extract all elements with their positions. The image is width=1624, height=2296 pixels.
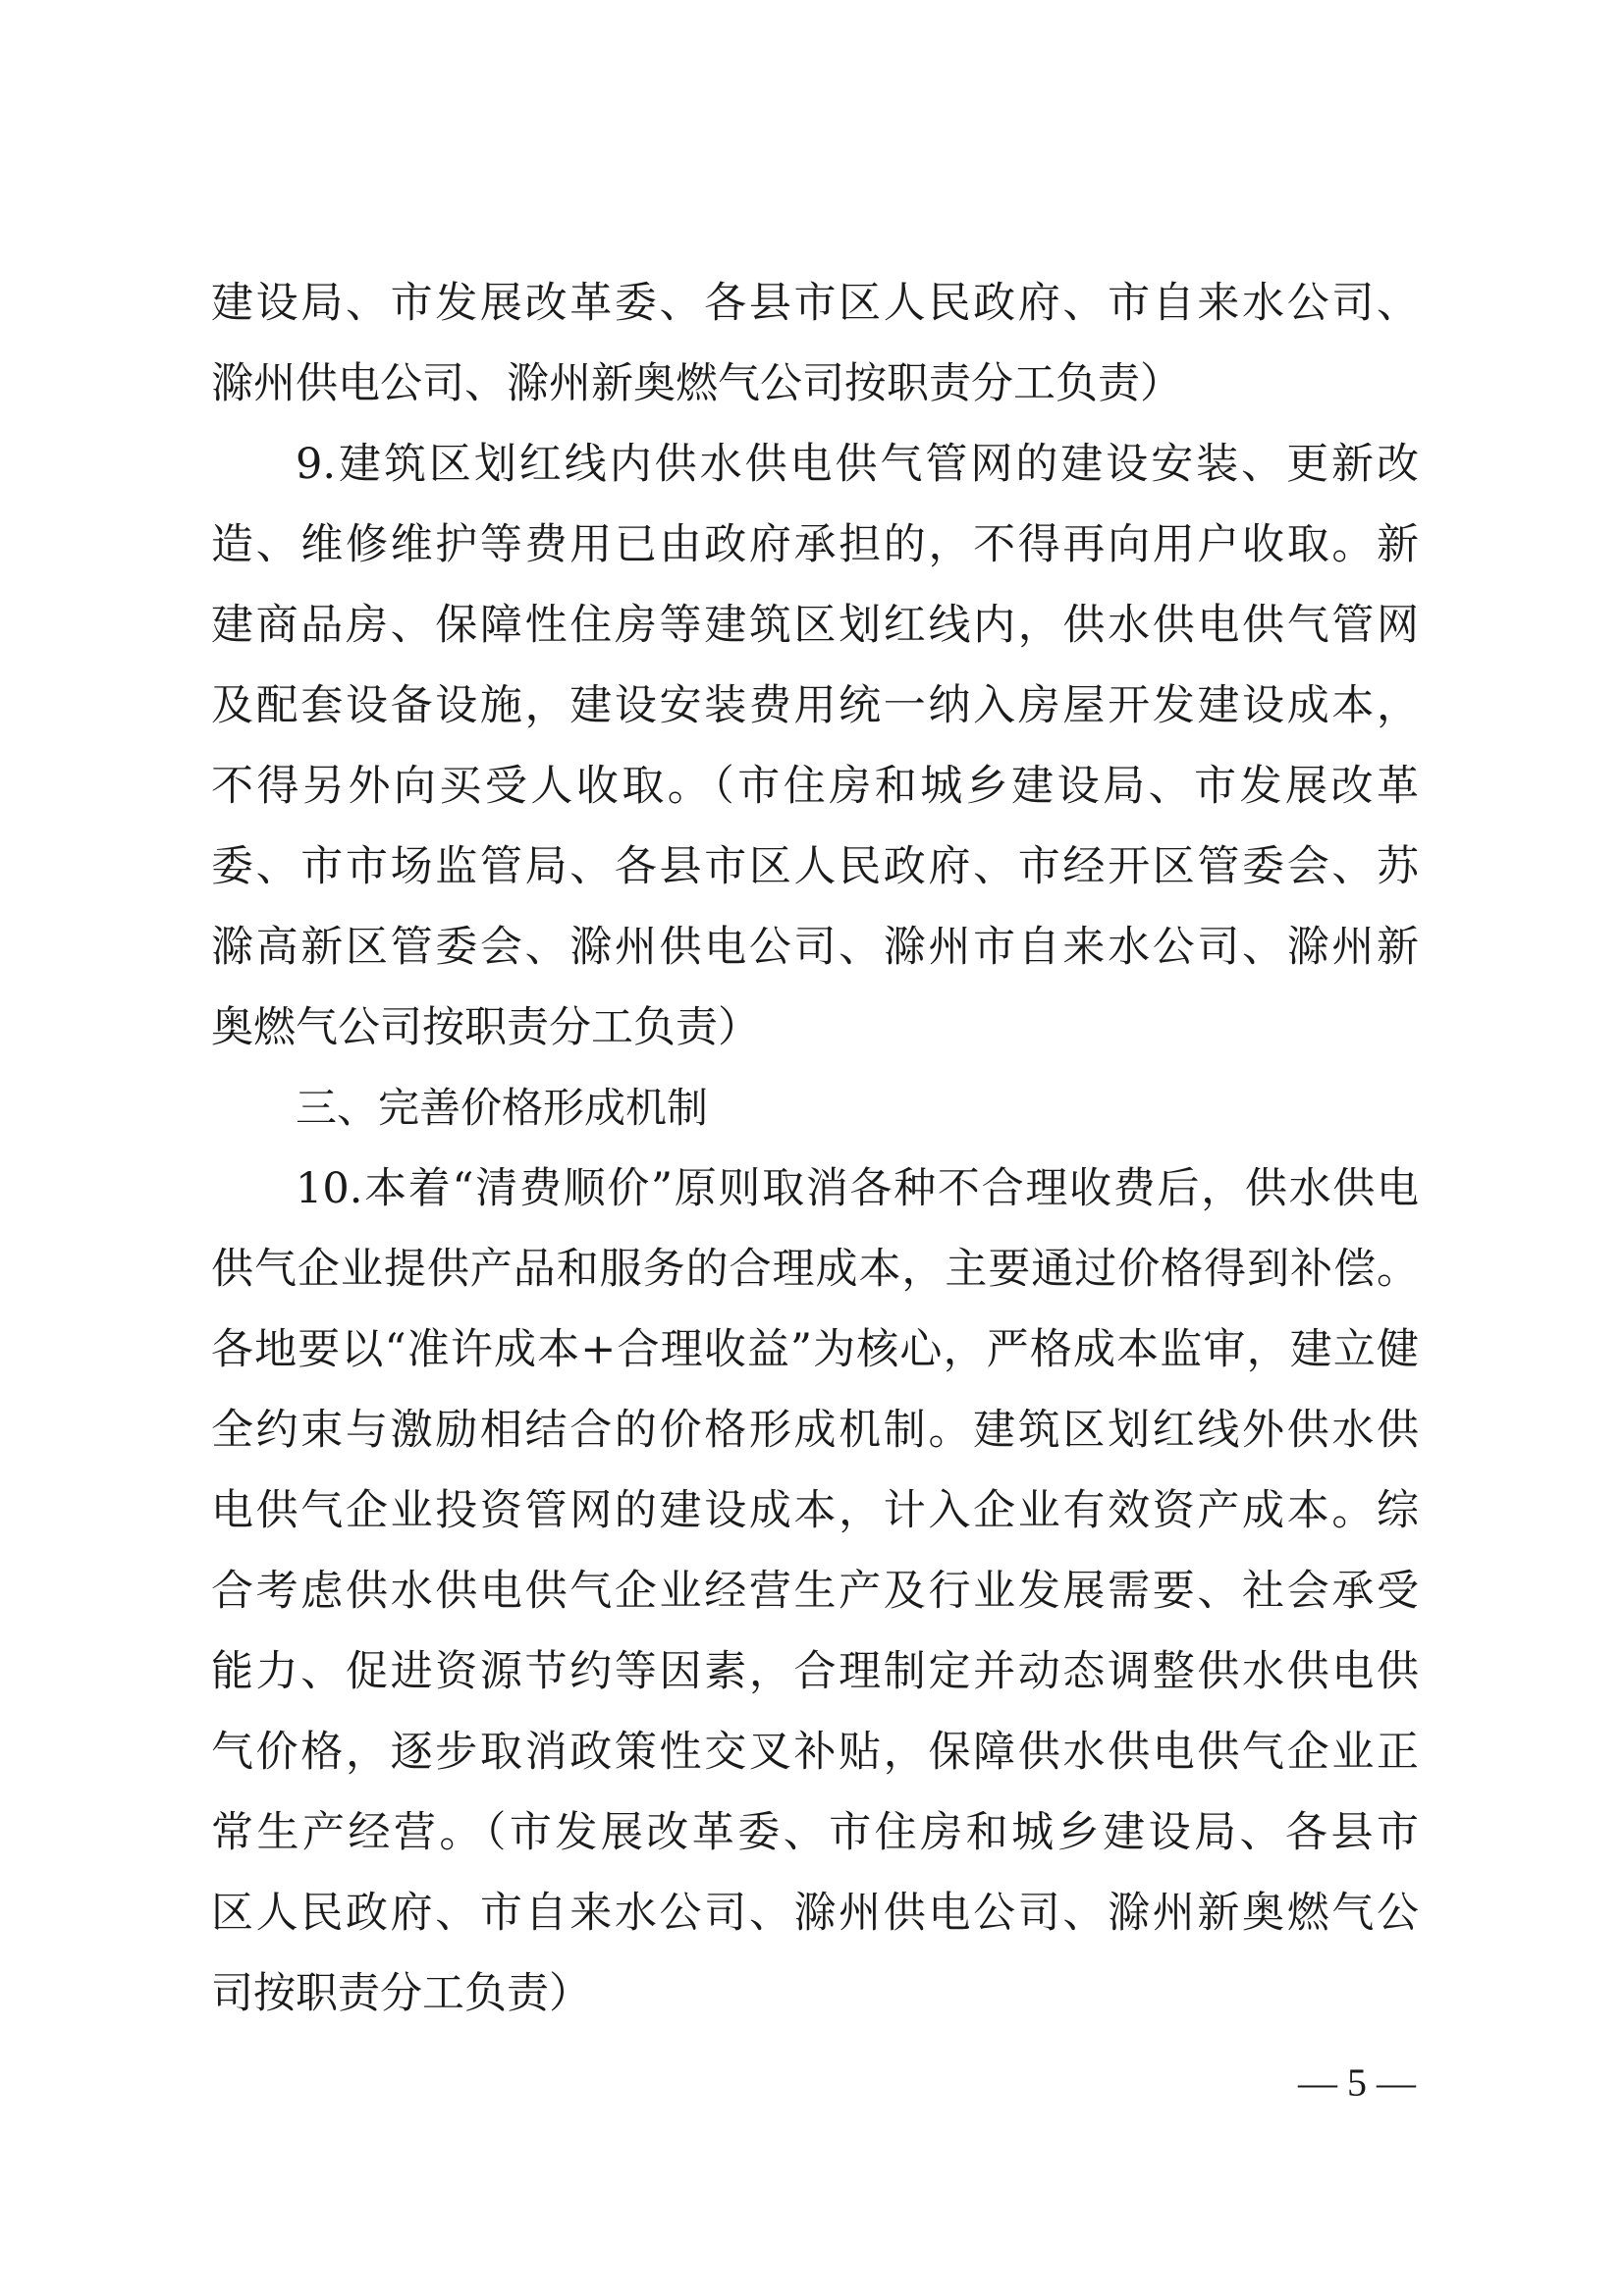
- document-body: [211, 263, 1419, 2034]
- text-line: 奥燃气公司按职责分工负责）: [211, 1003, 760, 1052]
- text-line: 及配套设备设施，建设安装费用统一纳入房屋开发建设成本，: [211, 681, 1419, 730]
- text-line: 能力、促进资源节约等因素，合理制定并动态调整供水供电供: [211, 1647, 1419, 1696]
- text-line: 全约束与激励相结合的价格形成机制。建筑区划红线外供水供: [211, 1406, 1419, 1455]
- text-line: 建商品房、保障性住房等建筑区划红线内，供水供电供气管网: [211, 601, 1419, 650]
- page-number: — 5 —: [1298, 2060, 1416, 2105]
- text-line: 供气企业提供产品和服务的合理成本，主要通过价格得到补偿。: [211, 1245, 1419, 1294]
- text-line: 建设局、市发展改革委、各县市区人民政府、市自来水公司、: [211, 279, 1419, 328]
- paragraph-first-line: 10.本着“清费顺价”原则取消各种不合理收费后，供水供电: [296, 1164, 1419, 1213]
- text-line: 司按职责分工负责）: [211, 1969, 591, 2018]
- text-line: 各地要以“准许成本+合理收益”为核心，严格成本监审，建立健: [211, 1325, 1419, 1374]
- text-line: 滁州供电公司、滁州新奥燃气公司按职责分工负责）: [211, 359, 1182, 408]
- text-line: 滁高新区管委会、滁州供电公司、滁州市自来水公司、滁州新: [211, 923, 1419, 972]
- text-line: 合考虑供水供电供气企业经营生产及行业发展需要、社会承受: [211, 1567, 1419, 1616]
- text-line: 气价格，逐步取消政策性交叉补贴，保障供水供电供气企业正: [211, 1728, 1419, 1777]
- text-line: 不得另外向买受人收取。（市住房和城乡建设局、市发展改革: [211, 762, 1419, 811]
- text-line: 常生产经营。（市发展改革委、市住房和城乡建设局、各县市: [211, 1808, 1419, 1857]
- text-line: 区人民政府、市自来水公司、滁州供电公司、滁州新奥燃气公: [211, 1889, 1419, 1938]
- text-line: 电供气企业投资管网的建设成本，计入企业有效资产成本。综: [211, 1486, 1419, 1535]
- paragraph-first-line: 9.建筑区划红线内供水供电供气管网的建设安装、更新改: [296, 440, 1419, 489]
- text-line: 造、维修维护等费用已由政府承担的，不得再向用户收取。新: [211, 520, 1419, 569]
- section-heading: 三、完善价格形成机制: [296, 1084, 709, 1132]
- text-line: 委、市市场监管局、各县市区人民政府、市经开区管委会、苏: [211, 842, 1419, 891]
